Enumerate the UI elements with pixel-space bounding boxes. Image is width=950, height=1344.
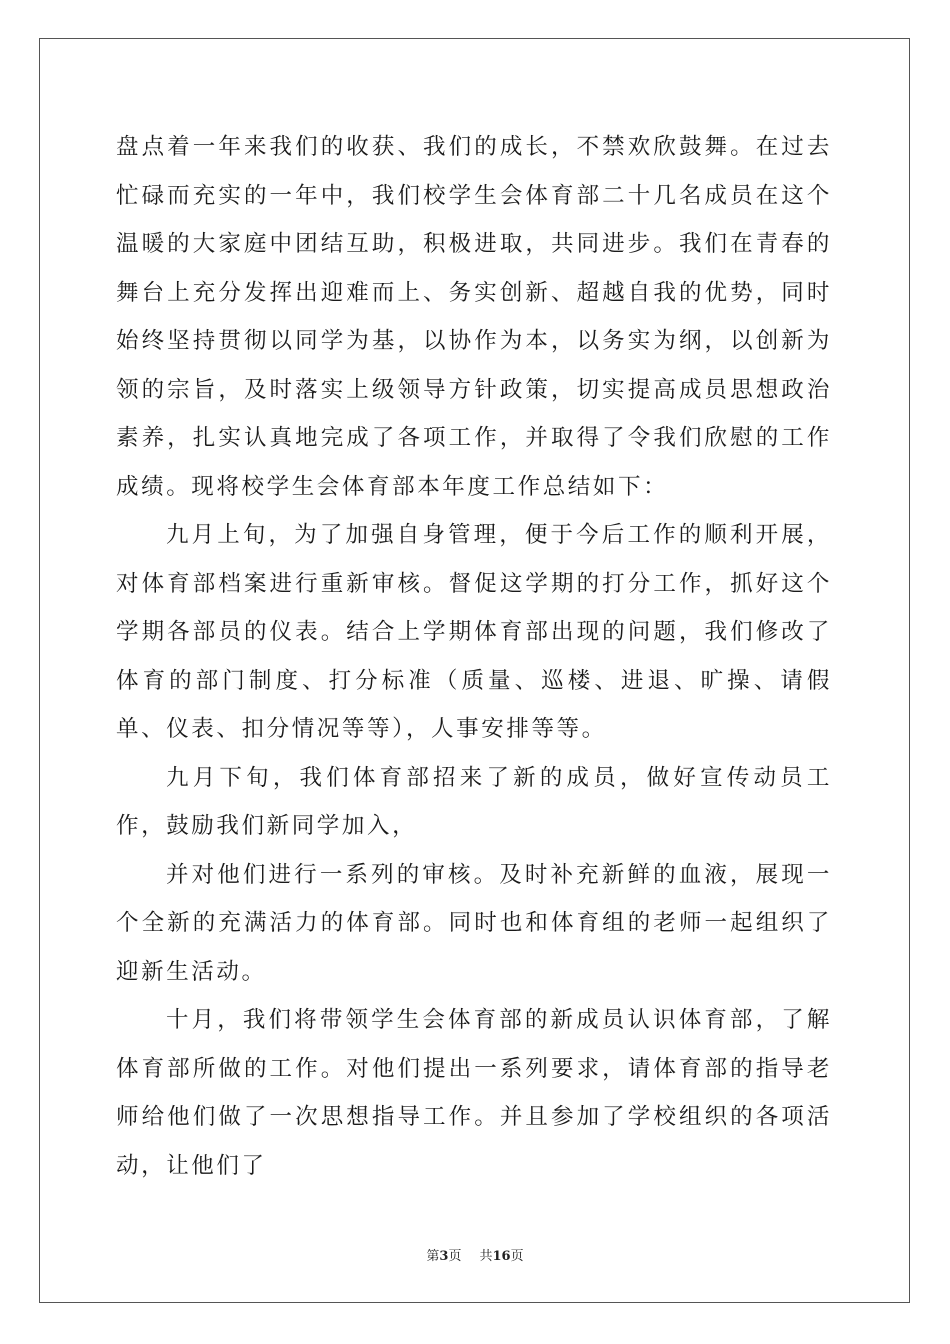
paragraph-review: 并对他们进行一系列的审核。及时补充新鲜的血液，展现一个全新的充满活力的体育部。同时也和体育组的老师一起组织了迎新生活动。 xyxy=(116,861,832,985)
total-prefix: 共 xyxy=(479,1249,493,1264)
page-suffix: 页 xyxy=(448,1249,462,1264)
total-suffix: 页 xyxy=(510,1249,524,1264)
page-footer xyxy=(0,1245,950,1264)
paragraph-intro: 盘点着一年来我们的收获、我们的成长，不禁欢欣鼓舞。在过去忙碌而充实的一年中，我们校学生会体育部二十几名成员在这个温暖的大家庭中团结互助，积极进取，共同进步。我们在青春的舞台上充分发挥出迎难而上、务实创新、超越自我的优势，同时始终坚持贯彻以同学为基，以协作为本，以务实为纲，以创新为领的宗旨，及时落实上级领导方针政策，切实提高成员思想政治素养，扎实认真地完成了各项工作，并取得了令我们欣慰的工作成绩。现将校学生会体育部本年度工作总结如下： xyxy=(116,134,832,500)
page-prefix: 第 xyxy=(426,1249,440,1264)
document-body xyxy=(116,123,832,1190)
total-pages-number: 16 xyxy=(492,1249,511,1264)
current-page-number: 3 xyxy=(439,1249,449,1264)
paragraph-september-late: 九月下旬，我们体育部招来了新的成员，做好宣传动员工作，鼓励我们新同学加入， xyxy=(116,764,832,839)
paragraph-october: 十月，我们将带领学生会体育部的新成员认识体育部，了解体育部所做的工作。对他们提出一系列要求，请体育部的指导老师给他们做了一次思想指导工作。并且参加了学校组织的各项活动，让他们了 xyxy=(116,1007,832,1179)
paragraph-september-early: 九月上旬，为了加强自身管理，便于今后工作的顺利开展，对体育部档案进行重新审核。督促这学期的打分工作，抓好这个学期各部员的仪表。结合上学期体育部出现的问题，我们修改了体育的部门制度、打分标准（质量、巡楼、进退、旷操、请假单、仪表、扣分情况等等），人事安排等等。 xyxy=(116,522,832,742)
